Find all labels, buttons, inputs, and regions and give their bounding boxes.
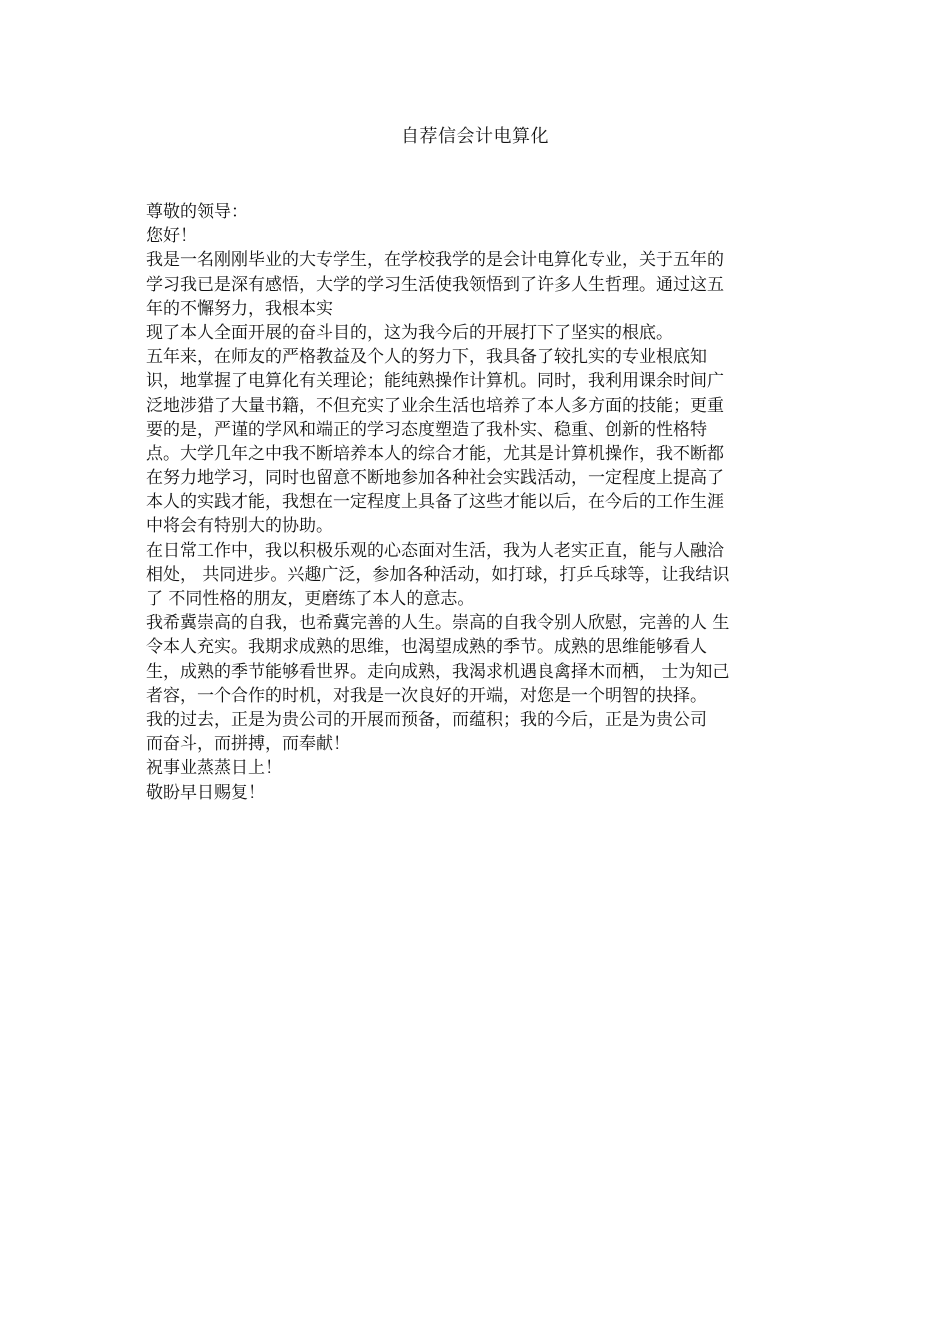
text-line: 在日常工作中，我以积极乐观的心态面对生活，我为人老实正直，能与人融洽 (146, 540, 724, 561)
text-line: 相处， 共同进步。兴趣广泛，参加各种活动，如打球，打乒乓球等，让我结识 (146, 564, 730, 585)
text-line: 在努力地学习，同时也留意不断地参加各种社会实践活动，一定程度上提高了 (146, 468, 724, 489)
text-line: 我希冀崇高的自我，也希冀完善的人生。崇高的自我令别人欣慰，完善的人 生 (146, 613, 730, 634)
text-line: 学习我已是深有感悟，大学的学习生活使我领悟到了许多人生哲理。通过这五 (146, 274, 724, 295)
text-line: 了 不同性格的朋友，更磨练了本人的意志。 (146, 589, 475, 609)
text-line: 点。大学几年之中我不断培养本人的综合才能，尤其是计算机操作，我不断都 (146, 443, 724, 464)
text-line: 五年来，在师友的严格教益及个人的努力下，我具备了较扎实的专业根底知 (146, 347, 707, 368)
text-line: 令本人充实。我期求成熟的思维，也渴望成熟的季节。成熟的思维能够看人 (146, 637, 707, 658)
text-line: 敬盼早日赐复！ (146, 782, 265, 803)
letter-body (146, 200, 806, 805)
text-line: 您好！ (146, 226, 197, 247)
text-line: 我的过去，正是为贵公司的开展而预备，而蕴积；我的今后，正是为贵公司 (146, 709, 707, 730)
text-line: 现了本人全面开展的奋斗目的，这为我今后的开展打下了坚实的根底。 (146, 322, 673, 343)
text-line: 年的不懈努力，我根本实 (146, 298, 333, 319)
text-line: 泛地涉猎了大量书籍，不但充实了业余生活也培养了本人多方面的技能；更重 (146, 395, 724, 416)
document-title: 自荐信会计电算化 (401, 126, 549, 147)
text-line: 本人的实践才能，我想在一定程度上具备了这些才能以后，在今后的工作生涯 (146, 492, 724, 513)
text-line: 而奋斗，而拼搏，而奉献！ (146, 734, 350, 755)
text-line: 者容，一个合作的时机，对我是一次良好的开端，对您是一个明智的抉择。 (146, 685, 707, 706)
text-line: 生，成熟的季节能够看世界。走向成熟，我渴求机遇良禽择木而栖， 士为知己 (146, 661, 730, 682)
text-line: 要的是，严谨的学风和端正的学习态度塑造了我朴实、稳重、创新的性格特 (146, 419, 707, 440)
text-line: 祝事业蒸蒸日上！ (146, 758, 282, 779)
text-line: 尊敬的领导： (146, 202, 248, 222)
text-line: 我是一名刚刚毕业的大专学生，在学校我学的是会计电算化专业，关于五年的 (146, 250, 724, 271)
text-line: 中将会有特别大的协助。 (146, 516, 333, 537)
text-line: 识，地掌握了电算化有关理论；能纯熟操作计算机。同时，我利用课余时间广 (146, 371, 724, 392)
